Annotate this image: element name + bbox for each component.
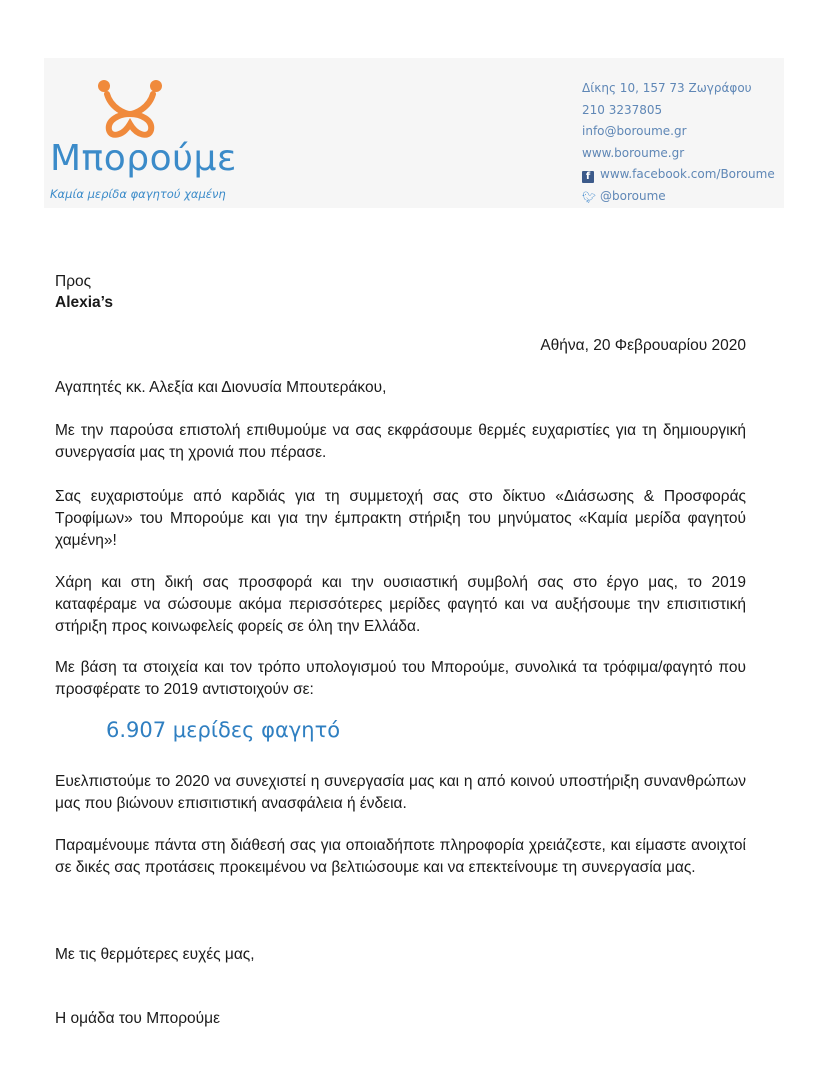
twitter-link [582,188,775,210]
website-link: www.boroume.gr [582,145,685,160]
closing: Με τις θερμότερες ευχές μας, [55,946,255,963]
letter-date: Αθήνα, 20 Φεβρουαρίου 2020 [540,337,746,354]
facebook-url: www.facebook.com/Boroume [600,167,775,181]
address: Δίκης 10, 157 73 Ζωγράφου [582,81,752,95]
twitter-handle: @boroume [600,188,666,203]
brand-name: Μπορούμε [50,138,237,179]
contact-block [582,80,775,209]
brand-tagline: Καμία μερίδα φαγητού χαμένη [50,187,226,201]
phone-number: 210 3237805 [582,102,663,117]
twitter-icon: 🐦︎ [582,190,596,204]
paragraph-thanks: Με την παρούσα επιστολή επιθυμούμε να σας εκφράσουμε θερμές ευχαριστίες για τη δημιουργική συνεργασία μας τη χρονιά που πέρασε. [55,422,746,461]
paragraph-availability: Παραμένουμε πάντα στη διάθεσή σας για οποιαδήποτε πληροφορία χρειάζεστε, και είμαστε ανοιχτοί σε δικές σας προτάσεις προκειμένου να βελτιώσουμε και να επεκτείνουμε τη συνεργασία μας. [55,837,746,876]
portions-highlight: 6.907 μερίδες φαγητό [106,718,341,742]
email-address: info@boroume.gr [582,124,687,138]
paragraph-calculation: Με βάση τα στοιχεία και τον τρόπο υπολογισμού του Μπορούμε, συνολικά τα τρόφιμα/φαγητό που προσφέρατε το 2019 αντιστοιχούν σε: [55,659,746,698]
recipient: Alexia’s [55,294,114,311]
pretzel-logo-icon [95,78,165,140]
signature: Η ομάδα του Μπορούμε [55,1010,220,1027]
facebook-icon: f [582,171,594,183]
salutation: Αγαπητές κκ. Αλεξία και Διονυσία Μπουτεράκου, [55,379,387,396]
paragraph-hope: Ευελπιστούμε το 2020 να συνεχιστεί η συνεργασία μας και η από κοινού υποστήριξη συνανθρώπων μας που βιώνουν επισιτιστική ανασφάλεια ή ένδεια. [55,773,746,812]
paragraph-impact: Χάρη και στη δική σας προσφορά και την ουσιαστική συμβολή σας στο έργο μας, το 2019 καταφέραμε να σώσουμε ακόμα περισσότερες μερίδες φαγητό και να αυξήσουμε την επισιτιστική στήριξη προς κοινωφελείς φορείς σε όλη την Ελλάδα. [55,574,746,635]
to-label: Προς [55,273,92,290]
paragraph-network: Σας ευχαριστούμε από καρδιάς για τη συμμετοχή σας στο δίκτυο «Διάσωσης & Προσφοράς Τροφίμων» του Μπορούμε και για την έμπρακτη στήριξη του μηνύματος «Καμία μερίδα φαγητού χαμένη»! [55,488,746,549]
facebook-link [582,166,775,188]
